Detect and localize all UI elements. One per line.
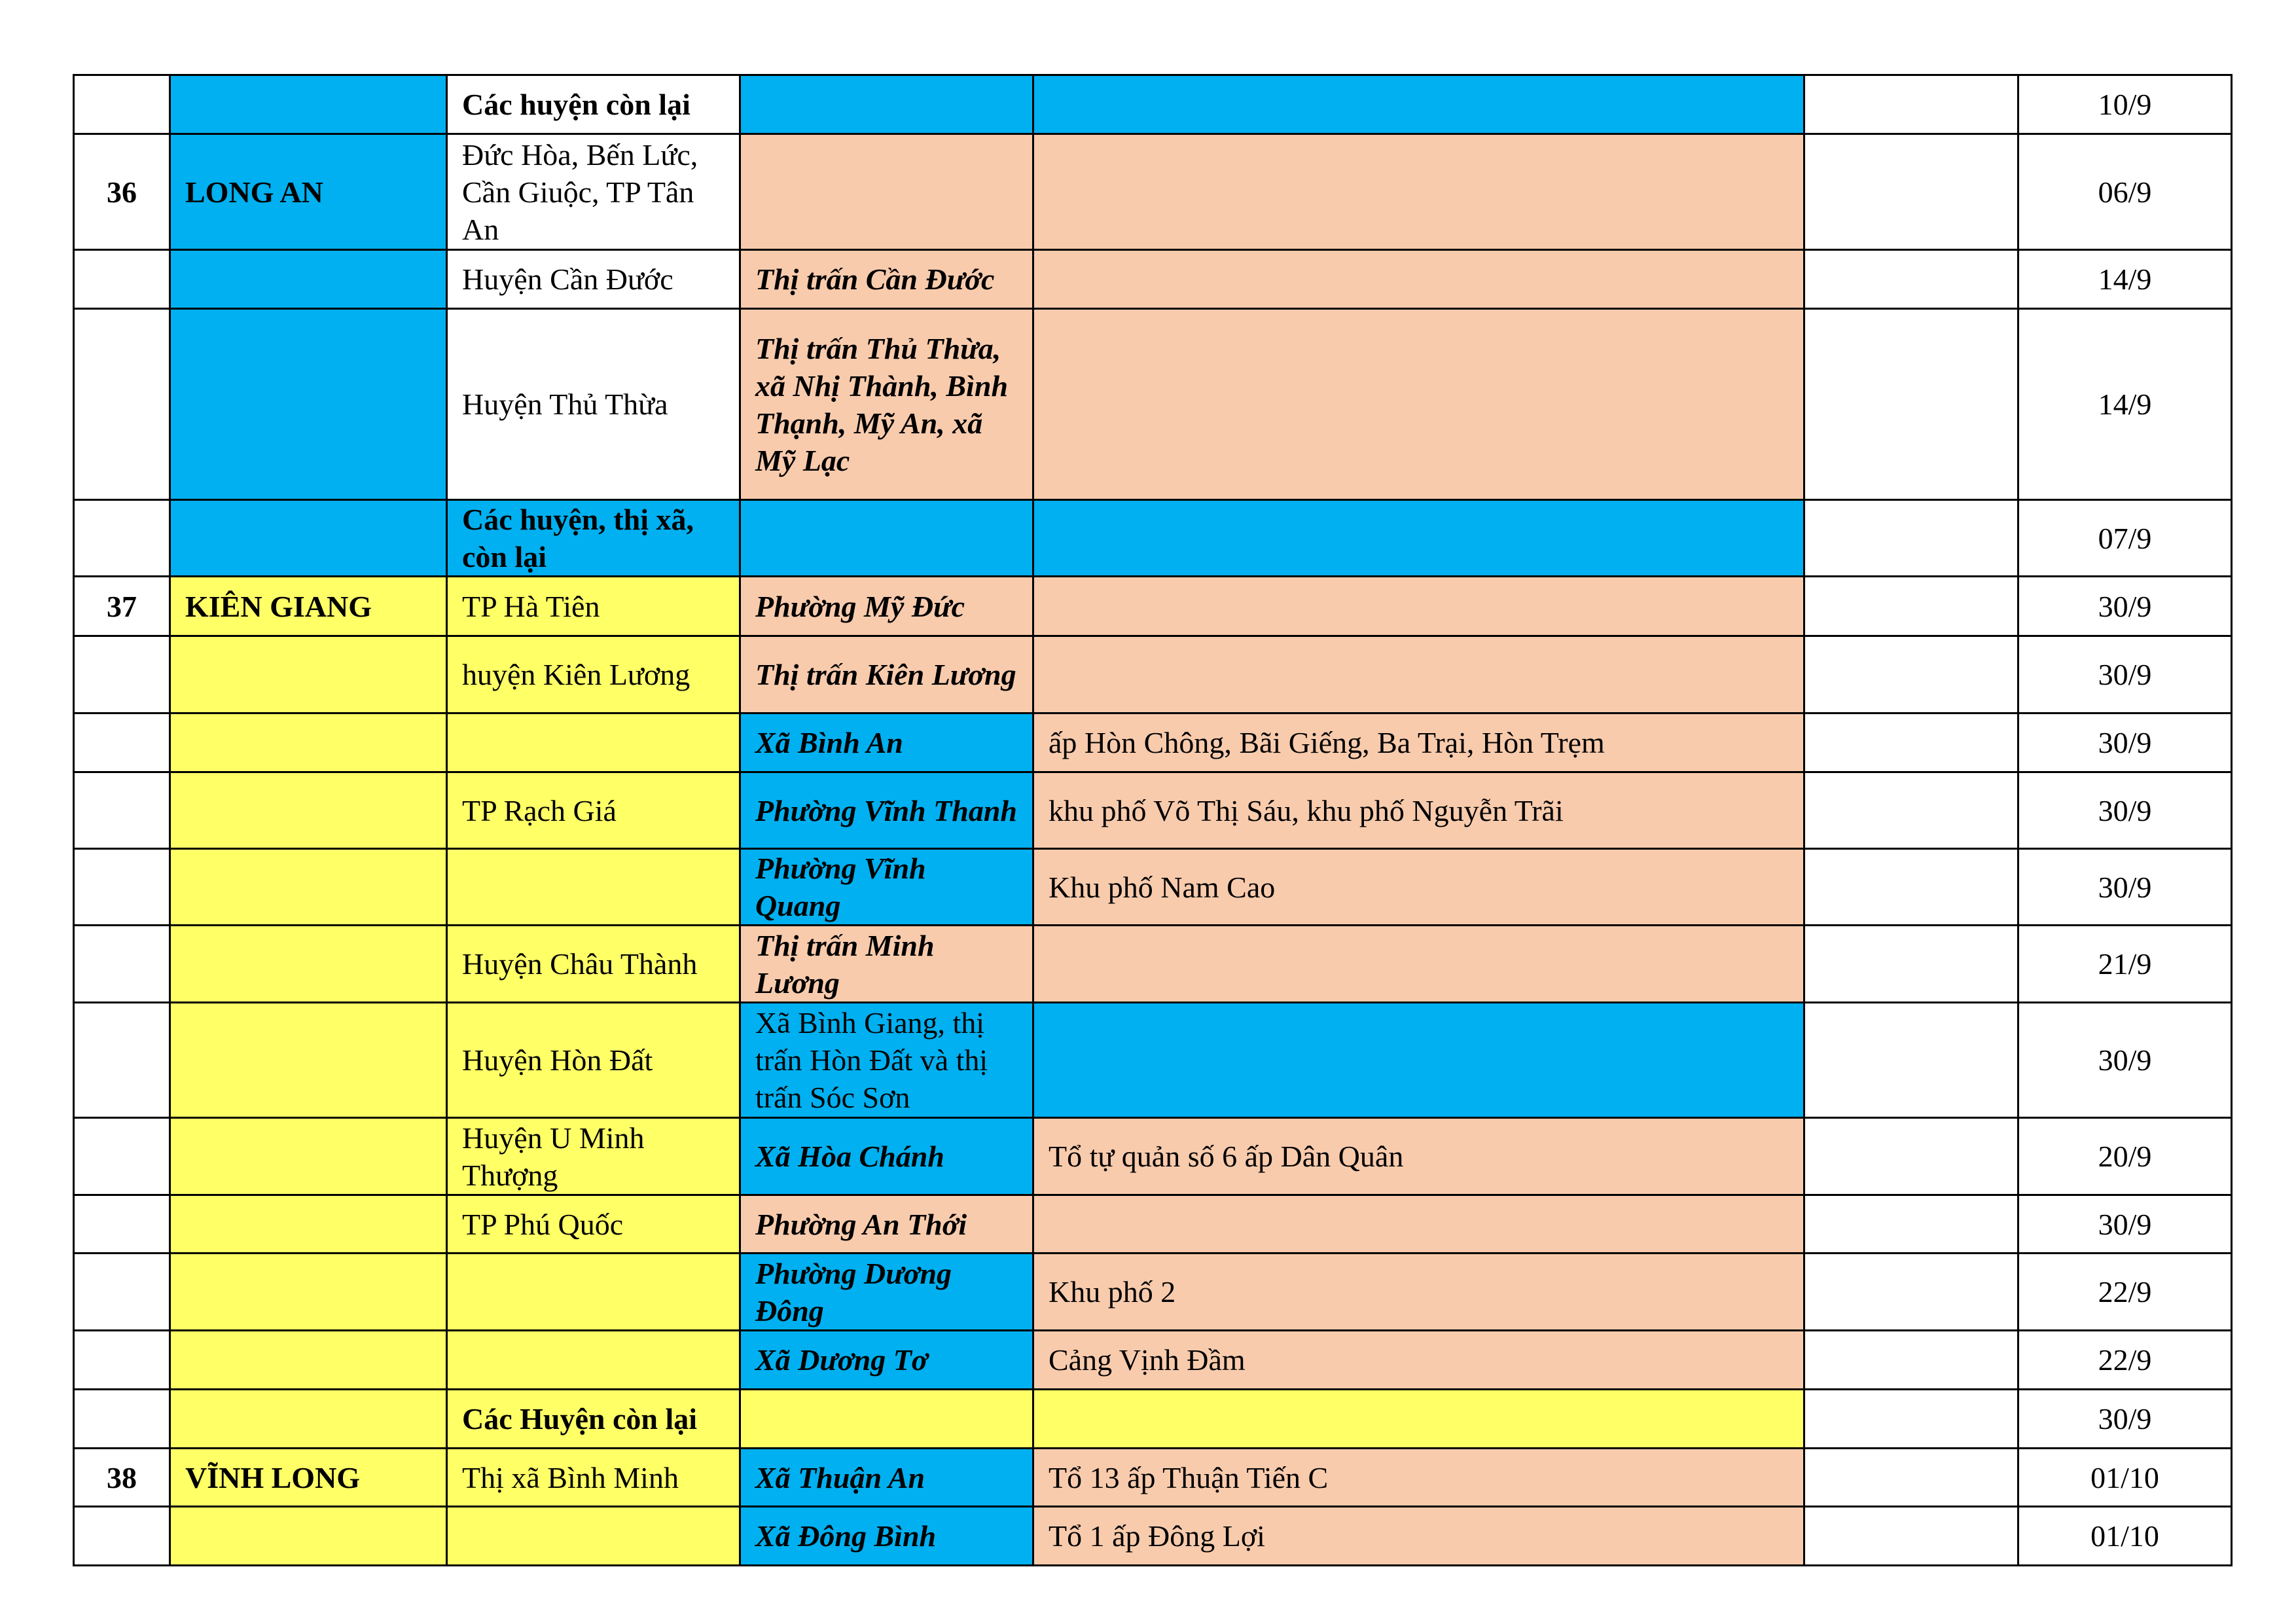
table-row: [74, 926, 2232, 1003]
table-row: [74, 1118, 2232, 1195]
province-cell: [170, 849, 447, 926]
area-cell: khu phố Võ Thị Sáu, khu phố Nguyễn Trãi: [1033, 772, 1804, 849]
district-cell: [447, 1331, 740, 1390]
ward-cell: Phường An Thới: [740, 1195, 1033, 1254]
date-cell: 06/9: [2018, 134, 2232, 250]
district-cell: Thị xã Bình Minh: [447, 1449, 740, 1507]
ward-cell: Xã Hòa Chánh: [740, 1118, 1033, 1195]
date-cell: 30/9: [2018, 1195, 2232, 1254]
extra-cell: [1804, 849, 2018, 926]
date-cell: 01/10: [2018, 1507, 2232, 1566]
row-number-cell: [74, 636, 170, 713]
ward-cell: Phường Dương Đông: [740, 1254, 1033, 1331]
area-cell: [1033, 309, 1804, 500]
district-cell: TP Hà Tiên: [447, 577, 740, 636]
row-number-cell: [74, 849, 170, 926]
province-cell: [170, 713, 447, 772]
area-cell: [1033, 926, 1804, 1003]
ward-cell: Xã Dương Tơ: [740, 1331, 1033, 1390]
date-cell: 10/9: [2018, 75, 2232, 134]
extra-cell: [1804, 1449, 2018, 1507]
province-cell: [170, 500, 447, 577]
province-schedule-table: [73, 74, 2233, 1566]
extra-cell: [1804, 134, 2018, 250]
province-cell: [170, 1254, 447, 1331]
province-cell: [170, 1003, 447, 1118]
row-number-cell: [74, 1507, 170, 1566]
ward-cell: [740, 75, 1033, 134]
extra-cell: [1804, 1195, 2018, 1254]
extra-cell: [1804, 577, 2018, 636]
area-cell: [1033, 1003, 1804, 1118]
district-cell: TP Rạch Giá: [447, 772, 740, 849]
row-number-cell: [74, 250, 170, 309]
province-cell: [170, 250, 447, 309]
ward-cell: Thị trấn Kiên Lương: [740, 636, 1033, 713]
ward-cell: Phường Mỹ Đức: [740, 577, 1033, 636]
table-row: [74, 1449, 2232, 1507]
row-number-cell: [74, 926, 170, 1003]
table-row: [74, 75, 2232, 134]
date-cell: 22/9: [2018, 1254, 2232, 1331]
date-cell: 30/9: [2018, 772, 2232, 849]
table-row: [74, 1390, 2232, 1449]
table-row: [74, 250, 2232, 309]
province-cell: [170, 926, 447, 1003]
extra-cell: [1804, 1254, 2018, 1331]
table-row: [74, 134, 2232, 250]
table-row: [74, 1254, 2232, 1331]
area-cell: Tổ tự quản số 6 ấp Dân Quân: [1033, 1118, 1804, 1195]
extra-cell: [1804, 1507, 2018, 1566]
date-cell: 30/9: [2018, 1390, 2232, 1449]
extra-cell: [1804, 1331, 2018, 1390]
table-row: [74, 577, 2232, 636]
table-row: [74, 1331, 2232, 1390]
extra-cell: [1804, 1118, 2018, 1195]
province-cell: [170, 636, 447, 713]
district-cell: [447, 849, 740, 926]
area-cell: Tổ 13 ấp Thuận Tiến C: [1033, 1449, 1804, 1507]
province-cell: [170, 309, 447, 500]
ward-cell: Thị trấn Minh Lương: [740, 926, 1033, 1003]
area-cell: [1033, 577, 1804, 636]
area-cell: ấp Hòn Chông, Bãi Giếng, Ba Trại, Hòn Trẹm: [1033, 713, 1804, 772]
ward-cell: [740, 1390, 1033, 1449]
row-number-cell: [74, 1118, 170, 1195]
date-cell: 30/9: [2018, 849, 2232, 926]
area-cell: [1033, 75, 1804, 134]
area-cell: Khu phố 2: [1033, 1254, 1804, 1331]
area-cell: [1033, 134, 1804, 250]
extra-cell: [1804, 309, 2018, 500]
area-cell: [1033, 636, 1804, 713]
district-cell: Các Huyện còn lại: [447, 1390, 740, 1449]
row-number-cell: [74, 1003, 170, 1118]
province-cell: [170, 1331, 447, 1390]
district-cell: Huyện Cần Đước: [447, 250, 740, 309]
district-cell: Huyện Châu Thành: [447, 926, 740, 1003]
district-cell: Các huyện, thị xã, còn lại: [447, 500, 740, 577]
date-cell: 07/9: [2018, 500, 2232, 577]
row-number-cell: [74, 309, 170, 500]
table-row: [74, 309, 2232, 500]
district-cell: Huyện Hòn Đất: [447, 1003, 740, 1118]
extra-cell: [1804, 1390, 2018, 1449]
district-cell: huyện Kiên Lương: [447, 636, 740, 713]
date-cell: 30/9: [2018, 1003, 2232, 1118]
district-cell: Đức Hòa, Bến Lức, Cần Giuộc, TP Tân An: [447, 134, 740, 250]
extra-cell: [1804, 75, 2018, 134]
ward-cell: [740, 500, 1033, 577]
province-cell: LONG AN: [170, 134, 447, 250]
district-cell: TP Phú Quốc: [447, 1195, 740, 1254]
date-cell: 30/9: [2018, 713, 2232, 772]
ward-cell: Xã Bình An: [740, 713, 1033, 772]
province-cell: KIÊN GIANG: [170, 577, 447, 636]
ward-cell: Xã Đông Bình: [740, 1507, 1033, 1566]
area-cell: [1033, 1195, 1804, 1254]
date-cell: 21/9: [2018, 926, 2232, 1003]
row-number-cell: [74, 500, 170, 577]
date-cell: 30/9: [2018, 636, 2232, 713]
district-cell: [447, 1254, 740, 1331]
area-cell: Khu phố Nam Cao: [1033, 849, 1804, 926]
ward-cell: Phường Vĩnh Thanh: [740, 772, 1033, 849]
row-number-cell: 38: [74, 1449, 170, 1507]
date-cell: 14/9: [2018, 309, 2232, 500]
ward-cell: Xã Bình Giang, thị trấn Hòn Đất và thị trấn Sóc Sơn: [740, 1003, 1033, 1118]
row-number-cell: [74, 1331, 170, 1390]
district-cell: Huyện U Minh Thượng: [447, 1118, 740, 1195]
table-row: [74, 849, 2232, 926]
table-row: [74, 713, 2232, 772]
province-cell: [170, 1118, 447, 1195]
area-cell: [1033, 500, 1804, 577]
row-number-cell: [74, 1390, 170, 1449]
ward-cell: Xã Thuận An: [740, 1449, 1033, 1507]
row-number-cell: [74, 75, 170, 134]
extra-cell: [1804, 713, 2018, 772]
table-row: [74, 1507, 2232, 1566]
extra-cell: [1804, 1003, 2018, 1118]
province-cell: [170, 1507, 447, 1566]
extra-cell: [1804, 926, 2018, 1003]
ward-cell: Phường Vĩnh Quang: [740, 849, 1033, 926]
ward-cell: [740, 134, 1033, 250]
district-cell: [447, 1507, 740, 1566]
ward-cell: Thị trấn Thủ Thừa, xã Nhị Thành, Bình Thạnh, Mỹ An, xã Mỹ Lạc: [740, 309, 1033, 500]
district-cell: Huyện Thủ Thừa: [447, 309, 740, 500]
extra-cell: [1804, 250, 2018, 309]
province-cell: [170, 1390, 447, 1449]
date-cell: 20/9: [2018, 1118, 2232, 1195]
area-cell: [1033, 250, 1804, 309]
row-number-cell: [74, 1195, 170, 1254]
table-row: [74, 1003, 2232, 1118]
table-row: [74, 772, 2232, 849]
district-cell: Các huyện còn lại: [447, 75, 740, 134]
ward-cell: Thị trấn Cần Đước: [740, 250, 1033, 309]
date-cell: 22/9: [2018, 1331, 2232, 1390]
extra-cell: [1804, 772, 2018, 849]
district-cell: [447, 713, 740, 772]
province-cell: VĨNH LONG: [170, 1449, 447, 1507]
extra-cell: [1804, 500, 2018, 577]
row-number-cell: [74, 772, 170, 849]
province-cell: [170, 772, 447, 849]
table-row: [74, 636, 2232, 713]
date-cell: 30/9: [2018, 577, 2232, 636]
row-number-cell: [74, 713, 170, 772]
row-number-cell: 37: [74, 577, 170, 636]
area-cell: Tổ 1 ấp Đông Lợi: [1033, 1507, 1804, 1566]
extra-cell: [1804, 636, 2018, 713]
row-number-cell: 36: [74, 134, 170, 250]
province-cell: [170, 1195, 447, 1254]
province-cell: [170, 75, 447, 134]
date-cell: 14/9: [2018, 250, 2232, 309]
table-row: [74, 1195, 2232, 1254]
row-number-cell: [74, 1254, 170, 1331]
area-cell: [1033, 1390, 1804, 1449]
area-cell: Cảng Vịnh Đầm: [1033, 1331, 1804, 1390]
table-row: [74, 500, 2232, 577]
date-cell: 01/10: [2018, 1449, 2232, 1507]
